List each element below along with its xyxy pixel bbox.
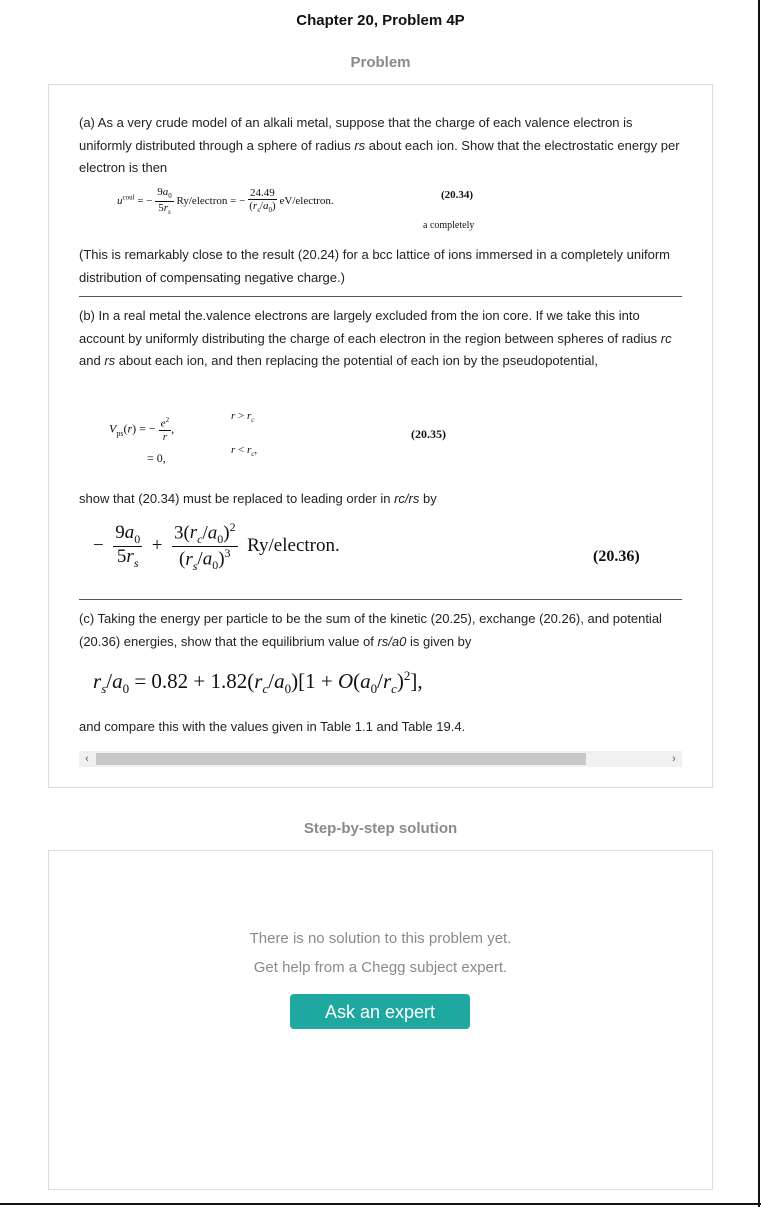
- part-b-text: (b) In a real metal the.valence electrons are largely excluded from the ion core. If we take this into account by uniformly distributing the charge of each electron in the region between spheres of radius rc and rs about each ion, and then replacing the potential of each ion by the pseudopotential,: [79, 308, 672, 368]
- part-b-show-text: show that (20.34) must be replaced to leading order in rc/rs by: [79, 491, 437, 506]
- equation-20-34: $u^{coul}$ = − $\frac{9a_0}{5r_s}$ Ry/electron = − $\frac{24.49}{(r_s/a_0)}$ eV/electron.: [117, 186, 334, 217]
- equation-fragment: a completely: [423, 220, 475, 231]
- equation-20-35-line2: = 0,: [147, 451, 166, 465]
- equation-number-20-34: (20.34): [441, 189, 474, 201]
- page-title: Chapter 20, Problem 4P: [296, 12, 465, 29]
- no-solution-message: There is no solution to this problem yet.: [249, 930, 512, 947]
- divider-b-c: [79, 599, 682, 600]
- problem-section-label: Problem: [350, 54, 411, 71]
- part-c-compare: and compare this with the values given in Table 1.1 and Table 19.4.: [79, 719, 466, 734]
- problem-card: [48, 84, 713, 788]
- scroll-thumb[interactable]: [96, 753, 586, 765]
- condition-r-greater: $r > r_c$: [231, 410, 255, 425]
- scroll-right-icon[interactable]: ›: [672, 753, 676, 765]
- part-c-text: (c) Taking the energy per particle to be the sum of the kinetic (20.25), exchange (20.26), and potential (20.36) energies, show that the equilibrium value of rs/a0 is given by: [79, 611, 662, 649]
- expert-help-message: Get help from a Chegg subject expert.: [253, 959, 508, 976]
- equation-20-36: − $\frac{9a_0}{5r_s}$ + $\frac{3(r_c/a_0)^2}{(r_s/a_0)^3}$ Ry/electron.: [93, 520, 340, 573]
- window-border-right: [758, 0, 760, 1207]
- equation-number-20-35: (20.35): [411, 427, 446, 441]
- condition-r-less: $r < r_c$,: [231, 444, 258, 459]
- equation-20-35-line1: $V_{ps}(r)$ = − $\frac{e^2}{r}$ ,: [109, 416, 175, 443]
- window-border-bottom: [0, 1203, 761, 1205]
- equation-equilibrium: $r_s/a_0 = 0.82 + 1.82(r_c/a_0)[1 + O(a_0/r_c)^2]$,: [93, 668, 423, 697]
- divider-a-b: [79, 296, 682, 297]
- part-a-note: (This is remarkably close to the result (20.24) for a bcc lattice of ions immersed in a completely uniform distribution of compensating negative charge.): [79, 247, 671, 285]
- ask-expert-button[interactable]: Ask an expert: [290, 994, 470, 1029]
- solution-section-label: Step-by-step solution: [303, 820, 458, 837]
- solution-card: [48, 850, 713, 1190]
- equation-number-20-36: (20.36): [593, 548, 640, 565]
- horizontal-scrollbar[interactable]: [79, 751, 682, 767]
- scroll-left-icon[interactable]: ‹: [85, 753, 89, 765]
- part-a-text: (a) As a very crude model of an alkali metal, suppose that the charge of each valence electron is uniformly distributed through a sphere of radius rs about each ion. Show that the electrostatic energy per electron is then: [79, 115, 680, 175]
